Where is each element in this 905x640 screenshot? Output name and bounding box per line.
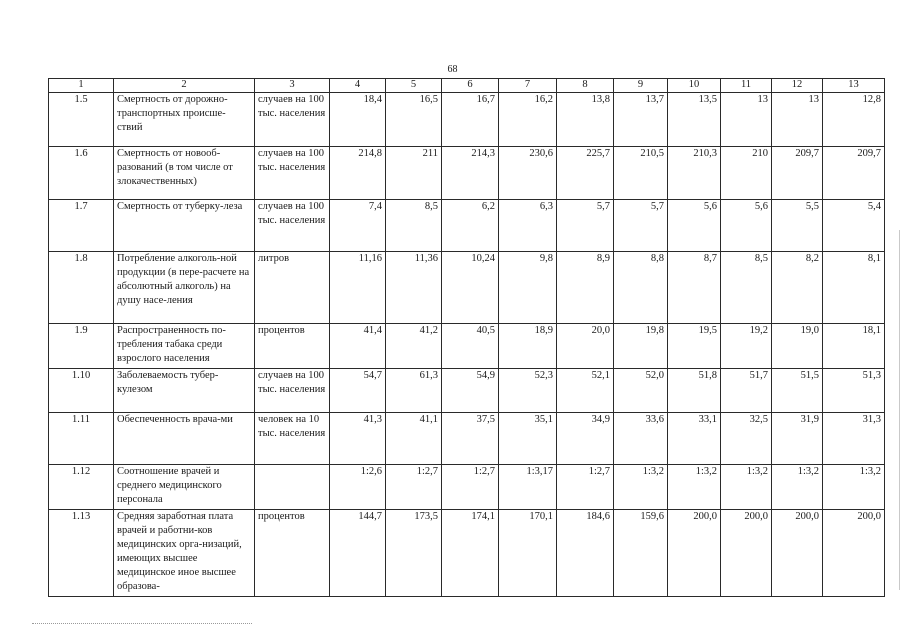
- row-value: 8,7: [668, 252, 721, 324]
- table-row: [49, 93, 885, 147]
- row-value: 52,3: [499, 369, 557, 413]
- row-value: 8,5: [721, 252, 772, 324]
- row-value: 51,7: [721, 369, 772, 413]
- row-value: 11,36: [386, 252, 442, 324]
- column-header: 6: [442, 79, 499, 93]
- row-value: 51,8: [668, 369, 721, 413]
- table-row: [49, 252, 885, 324]
- row-value: 20,0: [557, 324, 614, 369]
- row-value: 41,2: [386, 324, 442, 369]
- row-value: 11,16: [330, 252, 386, 324]
- row-unit: случаев на 100 тыс. населения: [255, 369, 330, 413]
- column-header: 3: [255, 79, 330, 93]
- row-value: 1:3,2: [772, 465, 823, 510]
- row-value: 1:2,7: [386, 465, 442, 510]
- row-value: 1:3,2: [823, 465, 885, 510]
- row-value: 170,1: [499, 510, 557, 597]
- row-value: 52,0: [614, 369, 668, 413]
- row-unit: случаев на 100 тыс. населения: [255, 93, 330, 147]
- row-label: Смертность от новооб-разований (в том числе от злокачественных): [114, 147, 255, 200]
- row-value: 200,0: [823, 510, 885, 597]
- row-value: 33,1: [668, 413, 721, 465]
- row-value: 16,7: [442, 93, 499, 147]
- row-code: 1.10: [49, 369, 114, 413]
- column-header: 9: [614, 79, 668, 93]
- row-value: 174,1: [442, 510, 499, 597]
- row-value: 8,9: [557, 252, 614, 324]
- row-value: 144,7: [330, 510, 386, 597]
- column-header: 1: [49, 79, 114, 93]
- row-value: 211: [386, 147, 442, 200]
- row-value: 1:3,17: [499, 465, 557, 510]
- row-value: 18,9: [499, 324, 557, 369]
- row-value: 214,8: [330, 147, 386, 200]
- row-unit: [255, 465, 330, 510]
- row-value: 5,7: [557, 200, 614, 252]
- column-header: 11: [721, 79, 772, 93]
- row-value: 13: [772, 93, 823, 147]
- table-row: [49, 413, 885, 465]
- row-value: 40,5: [442, 324, 499, 369]
- row-value: 13,7: [614, 93, 668, 147]
- row-label: Соотношение врачей и среднего медицинского персонала: [114, 465, 255, 510]
- row-value: 8,5: [386, 200, 442, 252]
- row-value: 13,8: [557, 93, 614, 147]
- row-unit: случаев на 100 тыс. населения: [255, 200, 330, 252]
- row-value: 8,8: [614, 252, 668, 324]
- row-label: Потребление алкоголь-ной продукции (в пере-расчете на абсолютный алкоголь) на душу насе-ления: [114, 252, 255, 324]
- column-header: 4: [330, 79, 386, 93]
- row-label: Смертность от дорожно-транспортных происше-ствий: [114, 93, 255, 147]
- row-value: 12,8: [823, 93, 885, 147]
- row-value: 19,8: [614, 324, 668, 369]
- column-header: 10: [668, 79, 721, 93]
- row-value: 200,0: [721, 510, 772, 597]
- row-value: 31,9: [772, 413, 823, 465]
- row-label: Смертность от туберку-леза: [114, 200, 255, 252]
- row-value: 19,5: [668, 324, 721, 369]
- row-label: Обеспеченность врача-ми: [114, 413, 255, 465]
- row-unit: случаев на 100 тыс. населения: [255, 147, 330, 200]
- row-value: 5,7: [614, 200, 668, 252]
- table-row: [49, 465, 885, 510]
- row-value: 159,6: [614, 510, 668, 597]
- row-value: 225,7: [557, 147, 614, 200]
- row-value: 37,5: [442, 413, 499, 465]
- table-row: [49, 369, 885, 413]
- row-value: 6,2: [442, 200, 499, 252]
- row-value: 214,3: [442, 147, 499, 200]
- column-header: 12: [772, 79, 823, 93]
- row-value: 19,2: [721, 324, 772, 369]
- row-code: 1.8: [49, 252, 114, 324]
- row-value: 31,3: [823, 413, 885, 465]
- row-code: 1.6: [49, 147, 114, 200]
- row-value: 8,2: [772, 252, 823, 324]
- column-header: 7: [499, 79, 557, 93]
- row-value: 41,4: [330, 324, 386, 369]
- table-row: [49, 200, 885, 252]
- row-unit: литров: [255, 252, 330, 324]
- row-value: 1:3,2: [721, 465, 772, 510]
- column-header: 5: [386, 79, 442, 93]
- row-unit: процентов: [255, 510, 330, 597]
- row-value: 1:3,2: [668, 465, 721, 510]
- row-unit: процентов: [255, 324, 330, 369]
- column-number-row: [49, 79, 885, 93]
- table-row: [49, 510, 885, 597]
- row-value: 13: [721, 93, 772, 147]
- row-value: 54,7: [330, 369, 386, 413]
- row-value: 18,1: [823, 324, 885, 369]
- row-value: 13,5: [668, 93, 721, 147]
- row-label: Распространенность по-требления табака среди взрослого населения: [114, 324, 255, 369]
- row-unit: человек на 10 тыс. населения: [255, 413, 330, 465]
- row-value: 1:2,6: [330, 465, 386, 510]
- row-value: 41,3: [330, 413, 386, 465]
- row-value: 1:2,7: [442, 465, 499, 510]
- row-label: Заболеваемость тубер-кулезом: [114, 369, 255, 413]
- row-value: 51,3: [823, 369, 885, 413]
- table-row: [49, 147, 885, 200]
- row-value: 5,5: [772, 200, 823, 252]
- row-value: 61,3: [386, 369, 442, 413]
- row-value: 5,4: [823, 200, 885, 252]
- row-value: 209,7: [772, 147, 823, 200]
- row-value: 16,2: [499, 93, 557, 147]
- row-code: 1.5: [49, 93, 114, 147]
- row-value: 18,4: [330, 93, 386, 147]
- row-code: 1.12: [49, 465, 114, 510]
- row-code: 1.13: [49, 510, 114, 597]
- row-value: 210,5: [614, 147, 668, 200]
- row-value: 35,1: [499, 413, 557, 465]
- row-value: 210: [721, 147, 772, 200]
- row-value: 6,3: [499, 200, 557, 252]
- row-value: 8,1: [823, 252, 885, 324]
- row-value: 1:2,7: [557, 465, 614, 510]
- row-value: 52,1: [557, 369, 614, 413]
- row-value: 16,5: [386, 93, 442, 147]
- row-code: 1.11: [49, 413, 114, 465]
- row-value: 54,9: [442, 369, 499, 413]
- row-value: 10,24: [442, 252, 499, 324]
- column-header: 8: [557, 79, 614, 93]
- row-value: 230,6: [499, 147, 557, 200]
- row-value: 200,0: [668, 510, 721, 597]
- row-value: 1:3,2: [614, 465, 668, 510]
- row-value: 19,0: [772, 324, 823, 369]
- column-header: 13: [823, 79, 885, 93]
- row-value: 41,1: [386, 413, 442, 465]
- row-code: 1.7: [49, 200, 114, 252]
- row-value: 184,6: [557, 510, 614, 597]
- row-code: 1.9: [49, 324, 114, 369]
- page-number: 68: [447, 64, 458, 75]
- row-value: 173,5: [386, 510, 442, 597]
- row-value: 33,6: [614, 413, 668, 465]
- row-label: Средняя заработная плата врачей и работни-ков медицинских орга-низаций, имеющих высшее медицинское иное высшее образова-: [114, 510, 255, 597]
- row-value: 200,0: [772, 510, 823, 597]
- column-header: 2: [114, 79, 255, 93]
- indicators-table: [48, 78, 885, 597]
- row-value: 209,7: [823, 147, 885, 200]
- row-value: 51,5: [772, 369, 823, 413]
- row-value: 32,5: [721, 413, 772, 465]
- scan-edge-mark: [899, 230, 900, 590]
- row-value: 9,8: [499, 252, 557, 324]
- row-value: 210,3: [668, 147, 721, 200]
- row-value: 34,9: [557, 413, 614, 465]
- row-value: 5,6: [668, 200, 721, 252]
- row-value: 5,6: [721, 200, 772, 252]
- scan-artifact-line: [32, 623, 252, 625]
- row-value: 7,4: [330, 200, 386, 252]
- table-row: [49, 324, 885, 369]
